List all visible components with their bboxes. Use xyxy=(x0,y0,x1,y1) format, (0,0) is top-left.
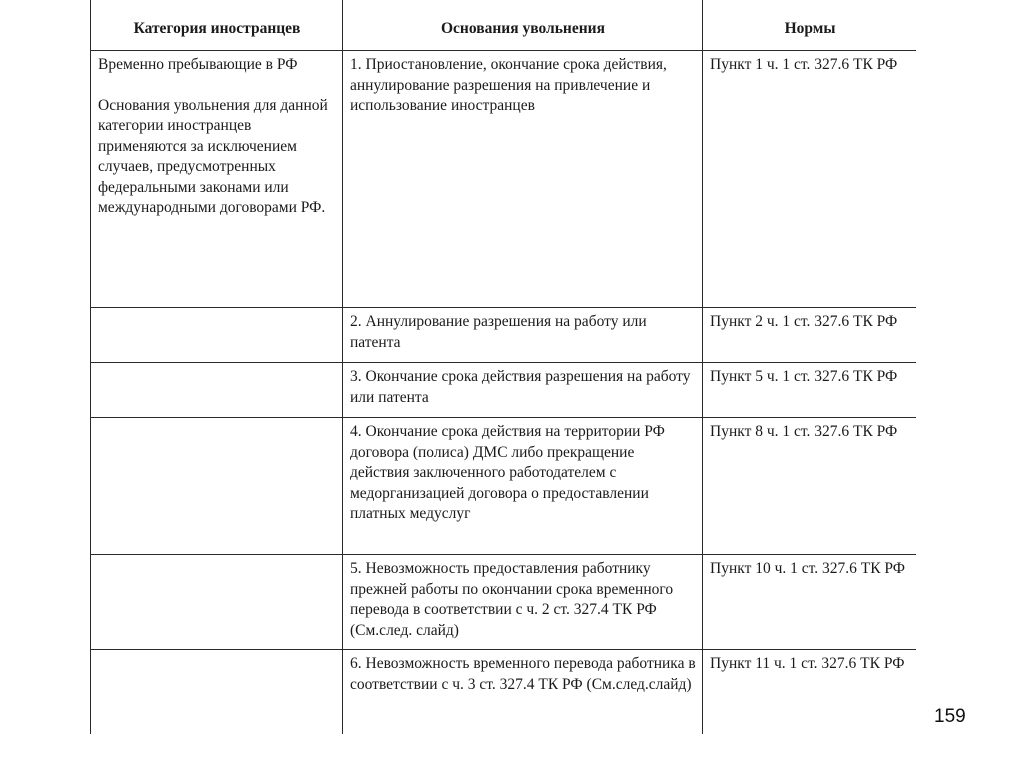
ground-cell: 2. Аннулирование разрешения на работу или патента xyxy=(343,308,703,363)
norm-cell: Пункт 2 ч. 1 ст. 327.6 ТК РФ xyxy=(703,308,917,363)
header-norms: Нормы xyxy=(703,0,917,51)
category-cell xyxy=(91,555,343,650)
header-grounds: Основания увольнения xyxy=(343,0,703,51)
ground-cell: 1. Приостановление, окончание срока действия, аннулирование разрешения на привлечение и использование иностранцев xyxy=(343,51,703,308)
table-row xyxy=(91,308,917,363)
ground-cell: 3. Окончание срока действия разрешения на работу или патента xyxy=(343,363,703,418)
category-cell xyxy=(91,418,343,555)
dismissal-grounds-table xyxy=(90,0,916,734)
table-row xyxy=(91,418,917,555)
table-row xyxy=(91,650,917,735)
category-title: Временно пребывающие в РФ xyxy=(98,56,298,73)
norm-cell: Пункт 8 ч. 1 ст. 327.6 ТК РФ xyxy=(703,418,917,555)
norm-cell: Пункт 10 ч. 1 ст. 327.6 ТК РФ xyxy=(703,555,917,650)
table-header-row xyxy=(91,0,917,51)
ground-cell: 6. Невозможность временного перевода работника в соответствии с ч. 3 ст. 327.4 ТК РФ (См.след.слайд) xyxy=(343,650,703,735)
norm-cell: Пункт 1 ч. 1 ст. 327.6 ТК РФ xyxy=(703,51,917,308)
table-row xyxy=(91,51,917,308)
header-category: Категория иностранцев xyxy=(91,0,343,51)
norm-cell: Пункт 5 ч. 1 ст. 327.6 ТК РФ xyxy=(703,363,917,418)
category-note: Основания увольнения для данной категории иностранцев применяются за исключением случаев, предусмотренных федеральными законами или международными договорами РФ. xyxy=(98,96,328,216)
table-row xyxy=(91,363,917,418)
ground-cell: 4. Окончание срока действия на территории РФ договора (полиса) ДМС либо прекращение действия заключенного работодателем с медорганизацией договора о предоставлении платных медуслуг xyxy=(343,418,703,555)
page-number: 159 xyxy=(934,706,966,727)
slide-document xyxy=(90,0,916,734)
category-cell xyxy=(91,51,343,308)
category-cell xyxy=(91,363,343,418)
category-cell xyxy=(91,308,343,363)
table-row xyxy=(91,555,917,650)
category-cell xyxy=(91,650,343,735)
ground-cell: 5. Невозможность предоставления работнику прежней работы по окончании срока временного перевода в соответствии с ч. 2 ст. 327.4 ТК РФ (См.след. слайд) xyxy=(343,555,703,650)
norm-cell: Пункт 11 ч. 1 ст. 327.6 ТК РФ xyxy=(703,650,917,735)
